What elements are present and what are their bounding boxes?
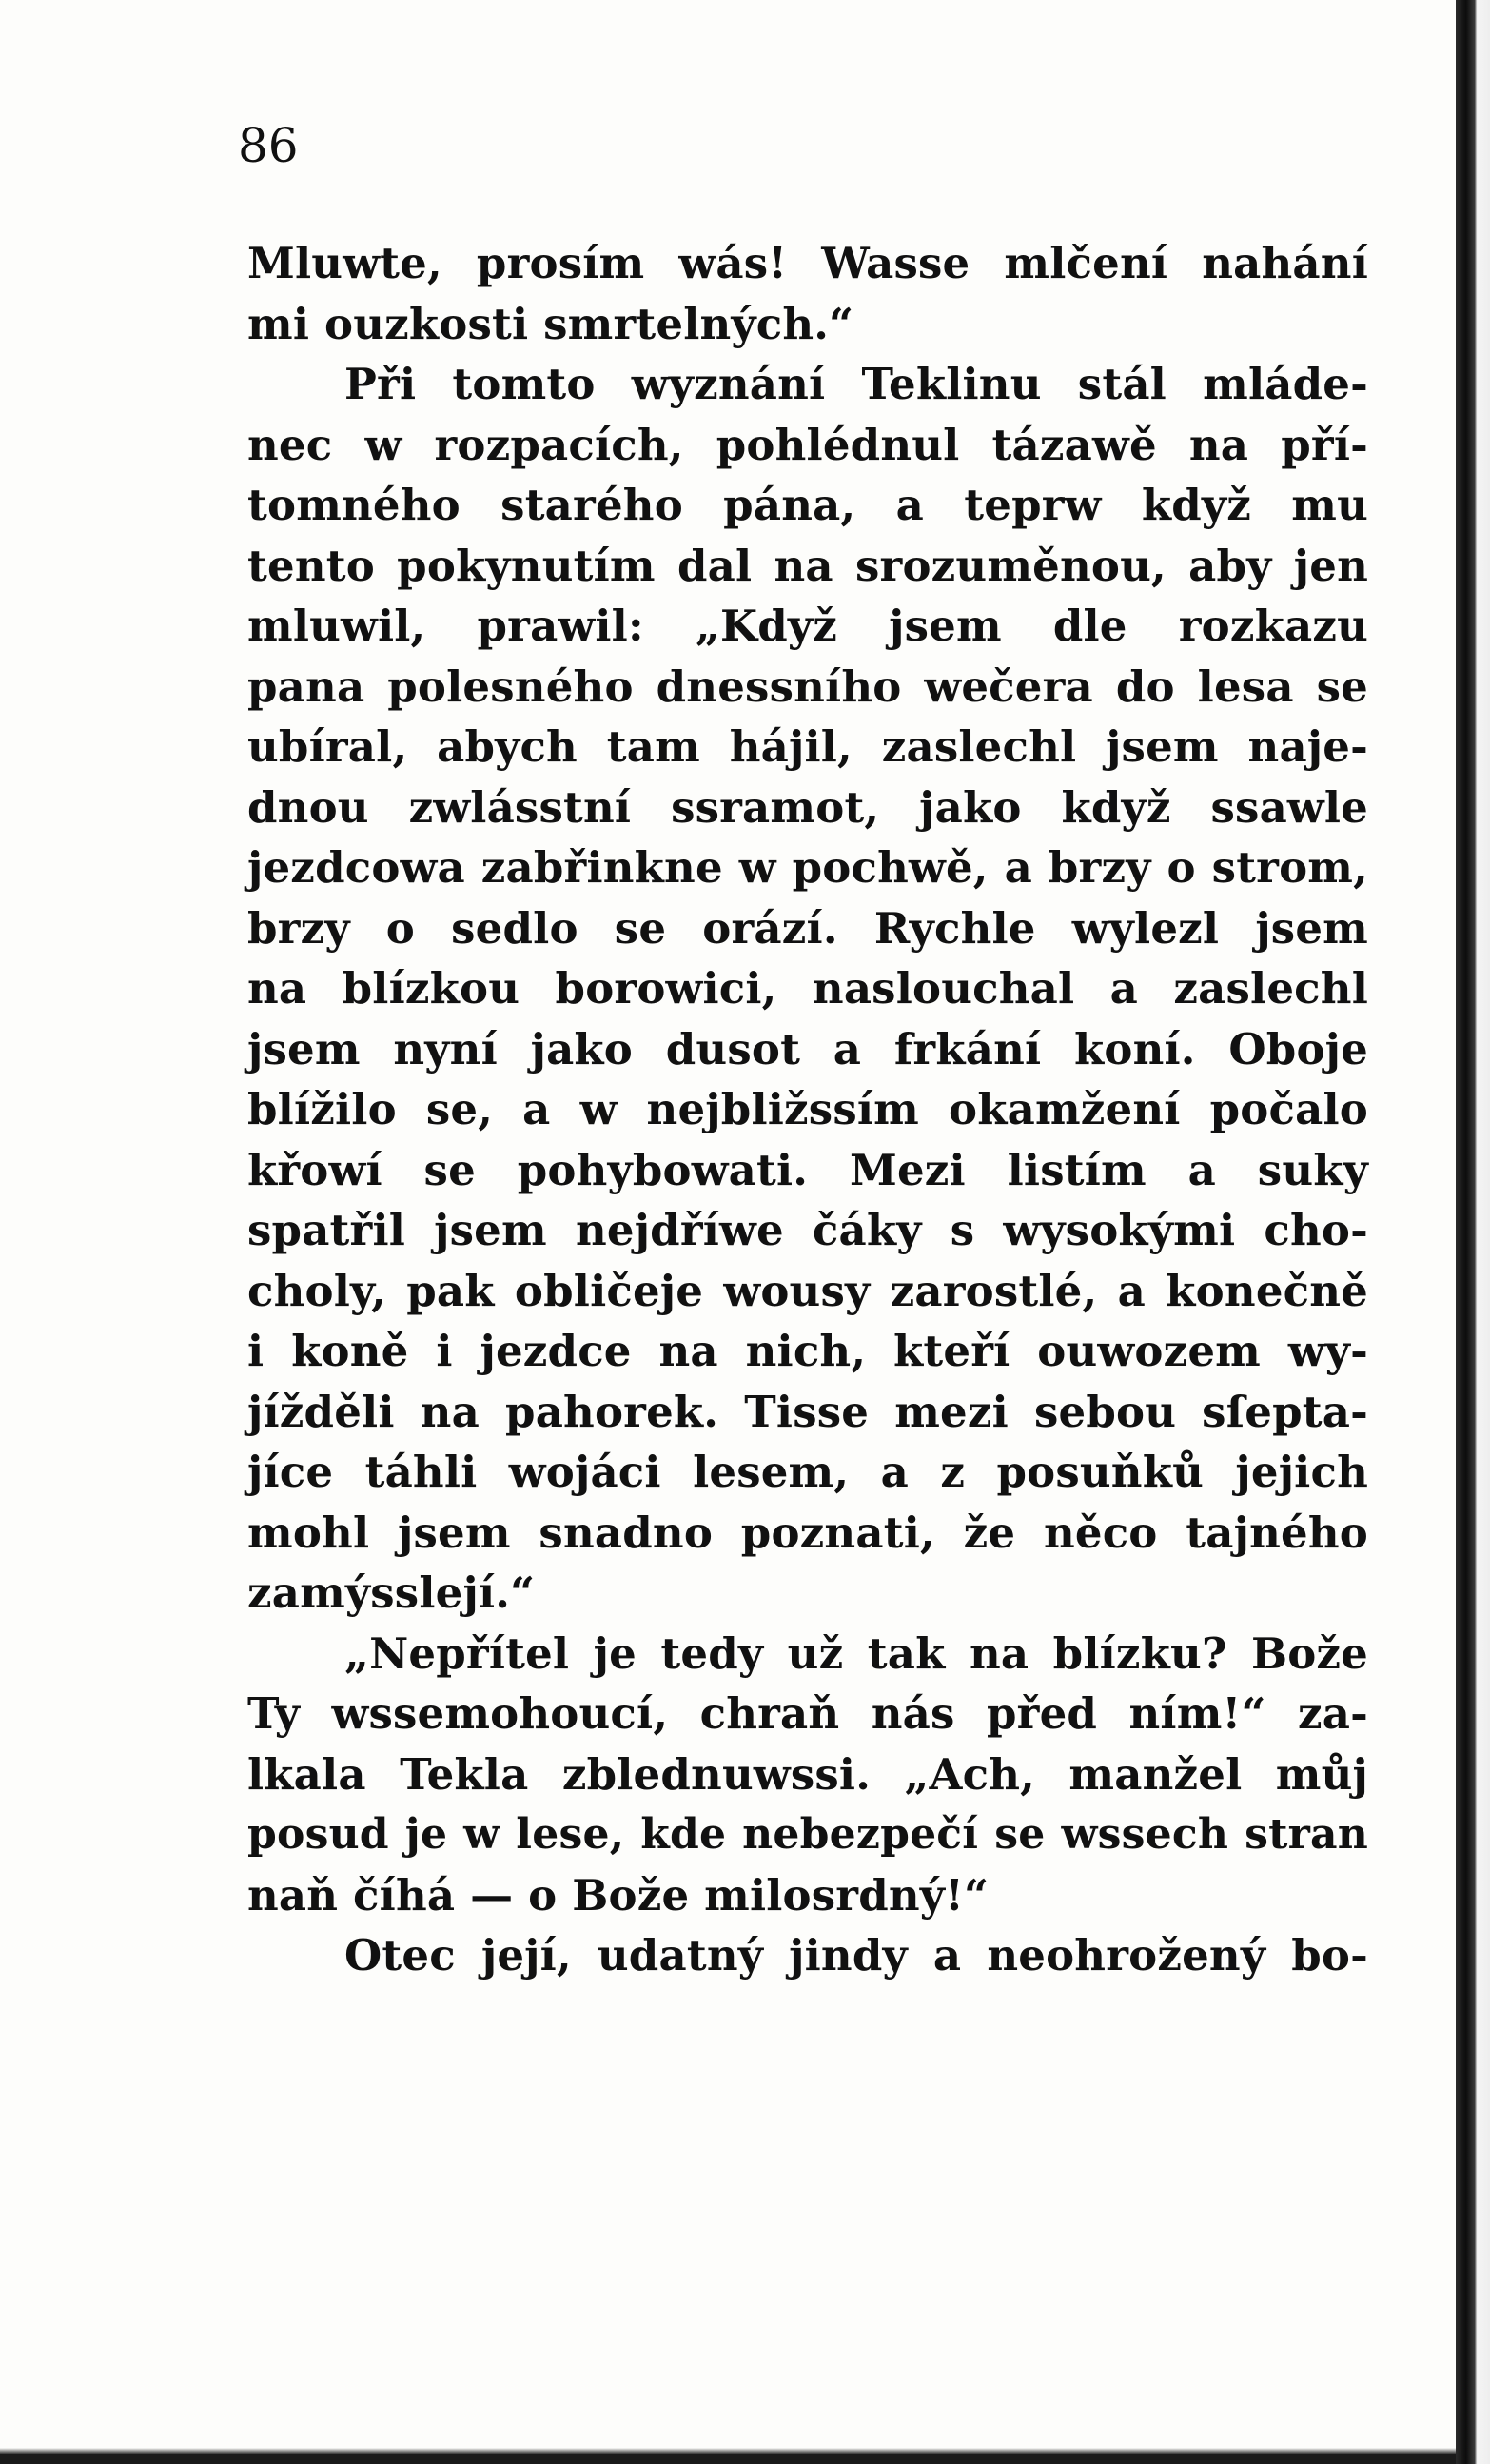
text-line: ubíral, abych tam hájil, zaslechl jsem naje- [247,721,1368,772]
text-line: pana polesného dnessního wečera do lesa se [247,660,1368,712]
text-line: na blízkou borowici, naslouchal a zaslechl [247,963,1368,1014]
text-line: Ty wssemohoucí, chraň nás před ním!“ za- [247,1688,1368,1739]
text-line: posud je w lese, kde nebezpečí se wssech stran [247,1810,1368,1859]
text-line: choly, pak obličeje wousy zarostlé, a konečně [247,1265,1368,1316]
text-line: zamýsslejí.“ [247,1567,536,1618]
body-text [247,233,1368,1986]
text-line: „Nepřítel je tedy už tak na blízku? Bože [344,1627,1368,1679]
text-line: Při tomto wyznání Teklinu stál mláde- [344,359,1368,409]
text-line: mohl jsem snadno poznati, že něco tajného [247,1507,1368,1558]
text-line: jezdcowa zabřinkne w pochwě, a brzy o strom, [247,842,1368,893]
text-line: jížděli na pahorek. Tisse mezi sebou sſepta- [247,1386,1368,1437]
text-line: jsem nyní jako dusot a frkání koní. Oboje [247,1023,1368,1074]
text-line: naň číhá — o Bože milosrdný!“ [247,1869,990,1921]
text-line: spatřil jsem nejdříwe čáky s wysokými cho- [247,1205,1368,1255]
text-line: tento pokynutím dal na srozuměnou, aby jen [247,540,1368,591]
page-right-edge [1456,0,1490,2464]
text-line: jíce táhli wojáci lesem, a z posuňků jejich [247,1447,1368,1497]
text-line: blížilo se, a w nejbližssím okamžení počalo [247,1084,1368,1134]
text-line: lkala Tekla zblednuwssi. „Ach, manžel můj [247,1748,1368,1800]
text-line: dnou zwlásstní ssramot, jako když ssawle [247,781,1368,833]
text-line: Mluwte, prosím wás! Wasse mlčení nahání [247,238,1368,288]
text-line: nec w rozpacích, pohlédnul tázawě na pří- [247,419,1368,470]
text-line: křowí se pohybowati. Mezi listím a suky [247,1144,1368,1195]
page-number: 86 [238,118,299,173]
text-line: mi ouzkosti smrtelných.“ [247,298,854,349]
text-line: i koně i jezdce na nich, kteří ouwozem wy- [247,1326,1368,1376]
text-line: mluwil, prawil: „Když jsem dle rozkazu [247,601,1368,651]
text-line: Otec její, udatný jindy a neohrožený bo- [344,1930,1368,1981]
text-line: tomného starého pána, a teprw když mu [247,480,1368,530]
text-line: brzy o sedlo se orází. Rychle wylezl jsem [247,902,1368,954]
page-bottom-edge [0,2448,1456,2464]
